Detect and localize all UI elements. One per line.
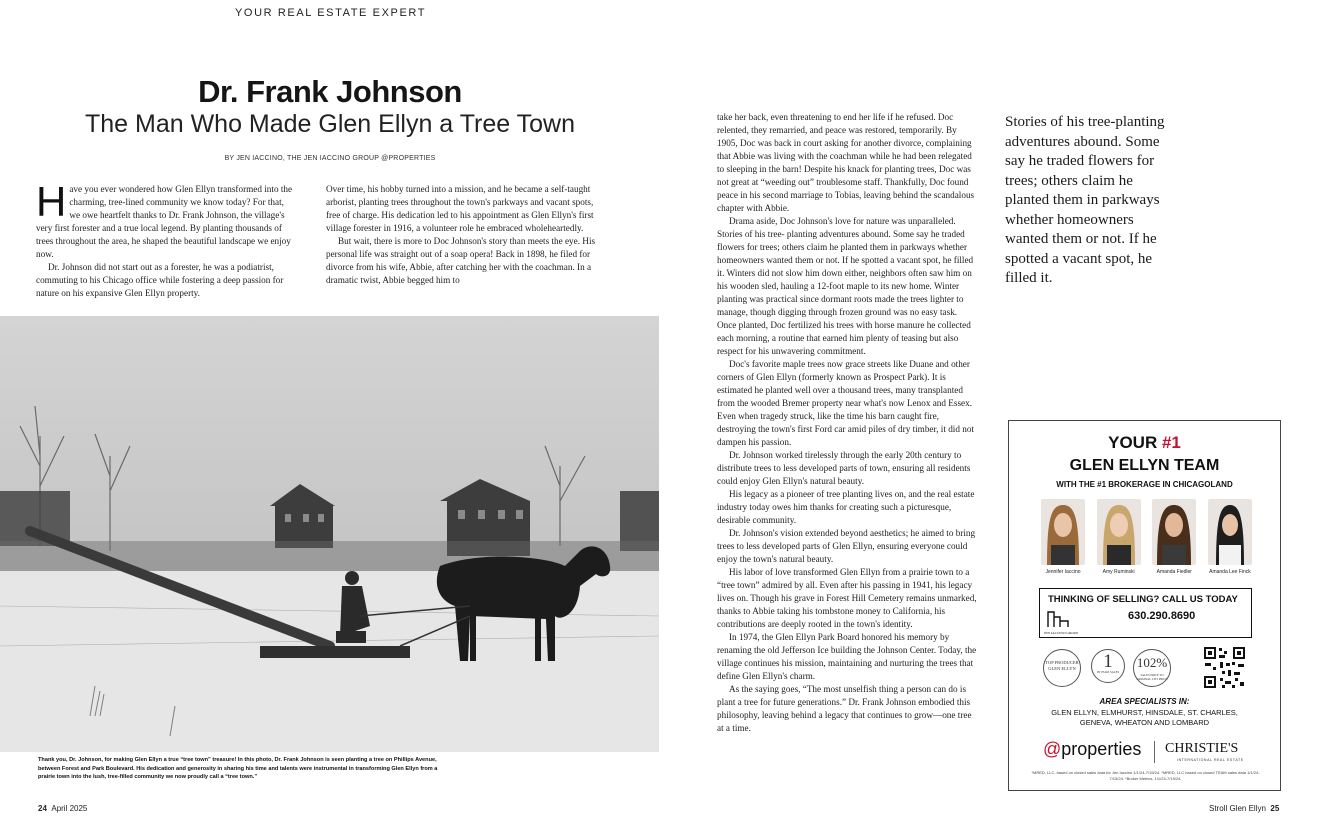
historic-photo <box>0 316 659 752</box>
left-page-folio: 24 April 2025 <box>38 804 88 813</box>
paragraph: Doc's favorite maple trees now grace streets like Duane and other corners of Glen Ellyn (formerly known as Prospect Park). It is estimated he planted well over a thousand trees, many transplanted from the wooded Bremer property near what's now Lenox and Essex. Even when tragedy struck, like the time his barn caught fire, destroying the town's first Ford car amid piles of dry timber, it did not dampen his passion. <box>717 359 974 447</box>
phone-number: 630.290.8690 <box>1128 610 1196 622</box>
christies-subtitle: INTERNATIONAL REAL ESTATE <box>1177 758 1244 762</box>
photo-caption: Thank you, Dr. Johnson, for making Glen Ellyn a true “tree town” treasure! In this photo, Dr. Frank Johnson is seen planting a tree on Phillips Avenue, between Forest and Park Boulevard. His dedication and generosity in sharing his time and talents were instrumental in transforming Glen Ellyn from a prairie town into the lush, tree-filled community we now proudly call a “tree town.” <box>38 757 438 780</box>
paragraph: Dr. Johnson's vision extended beyond aesthetics; he aimed to bring trees to less developed parts of Glen Ellyn, ensuring everyone could enjoy the town's natural beauty. <box>717 528 976 564</box>
paragraph: take her back, even threatening to end her life if he refused. Doc relented, they remarried, and peace was restored, temporarily. By 1905, Doc was back in court asking for another divorce, complaining that Abbie was living with the coachman while he had been relegated to sleeping in the barn! Despite his knack for planting trees, Doc was not great at “weeding out” troublesome staff. Thankfully, Doc found peace in his second marriage to Tobias, leaving behind the scandalous chapter with Abbie. <box>717 112 975 213</box>
brand-logos <box>1009 739 1280 767</box>
article-byline: BY JEN IACCINO, THE JEN IACCINO GROUP @PROPERTIES <box>224 155 436 162</box>
agent-name: Amanda Fiedler <box>1156 569 1192 575</box>
paragraph: In 1974, the Glen Ellyn Park Board honored his memory by renaming the old Jefferson Ice building the Johnson Center. Today, the village continues his mission, maintaining and nurturing the trees that define Glen Ellyn's charm. <box>717 632 977 681</box>
article-column-3 <box>717 111 977 735</box>
pull-quote: Stories of his tree-planting adventures abound. Some say he traded flowers for trees; others claim he planted them in parkways whether homeowners wanted them or not. If he spotted a vacant spot, he filled it. <box>1005 114 1165 286</box>
paragraph: Dr. Johnson worked tirelessly through the early 20th century to distribute trees to less developed parts of town, ensuring all residents could enjoy Glen Ellyn's natural beauty. <box>717 450 971 486</box>
paragraph: But wait, there is more to Doc Johnson's story than meets the eye. His personal life was straight out of a soap opera! Back in 1898, he filed for divorce from his wife, Abbie, after catching her with the coachman. In a dramatic twist, Abbie begged him to <box>326 236 596 285</box>
paragraph: His labor of love transformed Glen Ellyn from a prairie town to a “tree town” admired by all. Even after his passing in 1941, his legacy lives on. Though his grave in Forest Hill Cemetery remains unmarked, thanks to Abbie taking his tombstone money to California, his contributions are deeply rooted in the town's identity. <box>717 567 977 629</box>
area-specialists-list: GLEN ELLYN, ELMHURST, HINSDALE, ST. CHARLES, GENEVA, WHEATON AND LOMBARD <box>1051 708 1238 727</box>
agent-name: Jennifer Iaccino <box>1045 569 1081 575</box>
properties-logo: @properties <box>1043 739 1142 759</box>
top-producer-badge: TOP PRODUCER GLEN ELLYN <box>1043 649 1081 687</box>
paragraph: His legacy as a pioneer of tree planting lives on, and the real estate industry today owes him thanks for creating such a picturesque, desirable community. <box>717 489 975 525</box>
article-subtitle: The Man Who Made Glen Ellyn a Tree Town <box>84 110 576 138</box>
agent-name: Amanda Lee Finck <box>1209 569 1251 575</box>
agent-photo <box>1208 499 1252 565</box>
logo-divider <box>1154 741 1155 763</box>
article-column-1 <box>36 178 294 300</box>
agent-name: Amy Ruminski <box>1102 569 1135 575</box>
agent-photo <box>1152 499 1196 565</box>
drop-cap: H <box>36 178 67 225</box>
qr-code-icon[interactable] <box>1202 645 1247 690</box>
call-to-action-box <box>1039 588 1252 638</box>
christies-logo: CHRISTIE'S <box>1165 741 1239 756</box>
paragraph: Drama aside, Doc Johnson's love for nature was unparalleled. Stories of his tree- planting adventures abound. Some say he traded flowers for trees; others claim he planted them in parkways whether homeowners wanted them or not. If he spotted a vacant spot, he filled it. Winters did not slow him down either, neighbors often saw him on his wooden sled, hauling a 12-foot maple to its new home. Winter planting was practical since dormant roots made the trees lighter to manage, though digging through frozen ground was no easy task. Once planted, Doc fertilized his trees with horse manure he collected each morning, a routine that earned him plenty of teasing but also respect for his unwavering commitment. <box>717 216 974 356</box>
agent-card <box>1039 499 1087 575</box>
agent-photo <box>1097 499 1141 565</box>
agent-card <box>1095 499 1143 575</box>
ad-fine-print: *MRED, LLC, based on closed sales data for Jen Iaccino 1/1/24-7/15/24. *MRED, LLC based on closed TEAM sales data 1/1/24-7/15/24. *Broker Metrics, 1/1/24-7/15/24. <box>1031 770 1260 781</box>
paragraph: Dr. Johnson did not start out as a forester, he was a podiatrist, commuting to his Chicago office while fostering a deep passion for nature on his expansive Glen Ellyn property. <box>36 262 284 298</box>
photo-illustration <box>0 316 659 752</box>
ad-tagline: WITH THE #1 BROKERAGE IN CHICAGOLAND <box>1056 480 1233 489</box>
ad-headline: YOUR #1 <box>1108 433 1181 452</box>
article-column-2 <box>326 183 600 287</box>
paragraph: As the saying goes, “The most unselfish thing a person can do is plant a tree for future generations.” Dr. Frank Johnson embodied this philosophy, leaving behind a legacy that continues to grow—one tree at a time. <box>717 684 972 733</box>
agent-photo <box>1041 499 1085 565</box>
area-specialists-title: AREA SPECIALISTS IN: <box>1099 697 1190 706</box>
cta-text: THINKING OF SELLING? CALL US TODAY <box>1048 594 1238 605</box>
right-page-folio: Stroll Glen Ellyn 25 <box>1209 804 1280 813</box>
agent-photos <box>1039 499 1254 575</box>
real-estate-ad <box>1008 420 1281 791</box>
section-kicker: YOUR REAL ESTATE EXPERT <box>235 7 427 19</box>
group-logo-icon <box>1046 609 1072 629</box>
agent-card <box>1206 499 1254 575</box>
ad-team-name: GLEN ELLYN TEAM <box>1069 457 1220 474</box>
group-logo-text: JEN IACCINO GROUP <box>1044 631 1079 635</box>
article-title: Dr. Frank Johnson <box>198 74 462 109</box>
sales-price-badge: 102% SALES PRICE TO ORIGINAL LIST PRICE <box>1133 649 1171 687</box>
paragraph: Over time, his hobby turned into a mission, and he became a self-taught arborist, planting trees throughout the town's parkways and vacant spots, free of charge. His dedication led to his appointment as Glen Ellyn's first village forester in 1916, a volunteer role he embraced wholeheartedly. <box>326 184 594 233</box>
paragraph: ave you ever wondered how Glen Ellyn transformed into the charming, tree-lined community we know today? For that, we owe heartfelt thanks to Dr. Frank Johnson, the village's very first forester and a true local legend. By planting thousands of trees throughout the area, he shaped the beautiful landscape we enjoy now. <box>36 184 293 259</box>
agent-card <box>1150 499 1198 575</box>
number-one-badge: 1 IN TEAM SALES <box>1091 649 1125 683</box>
